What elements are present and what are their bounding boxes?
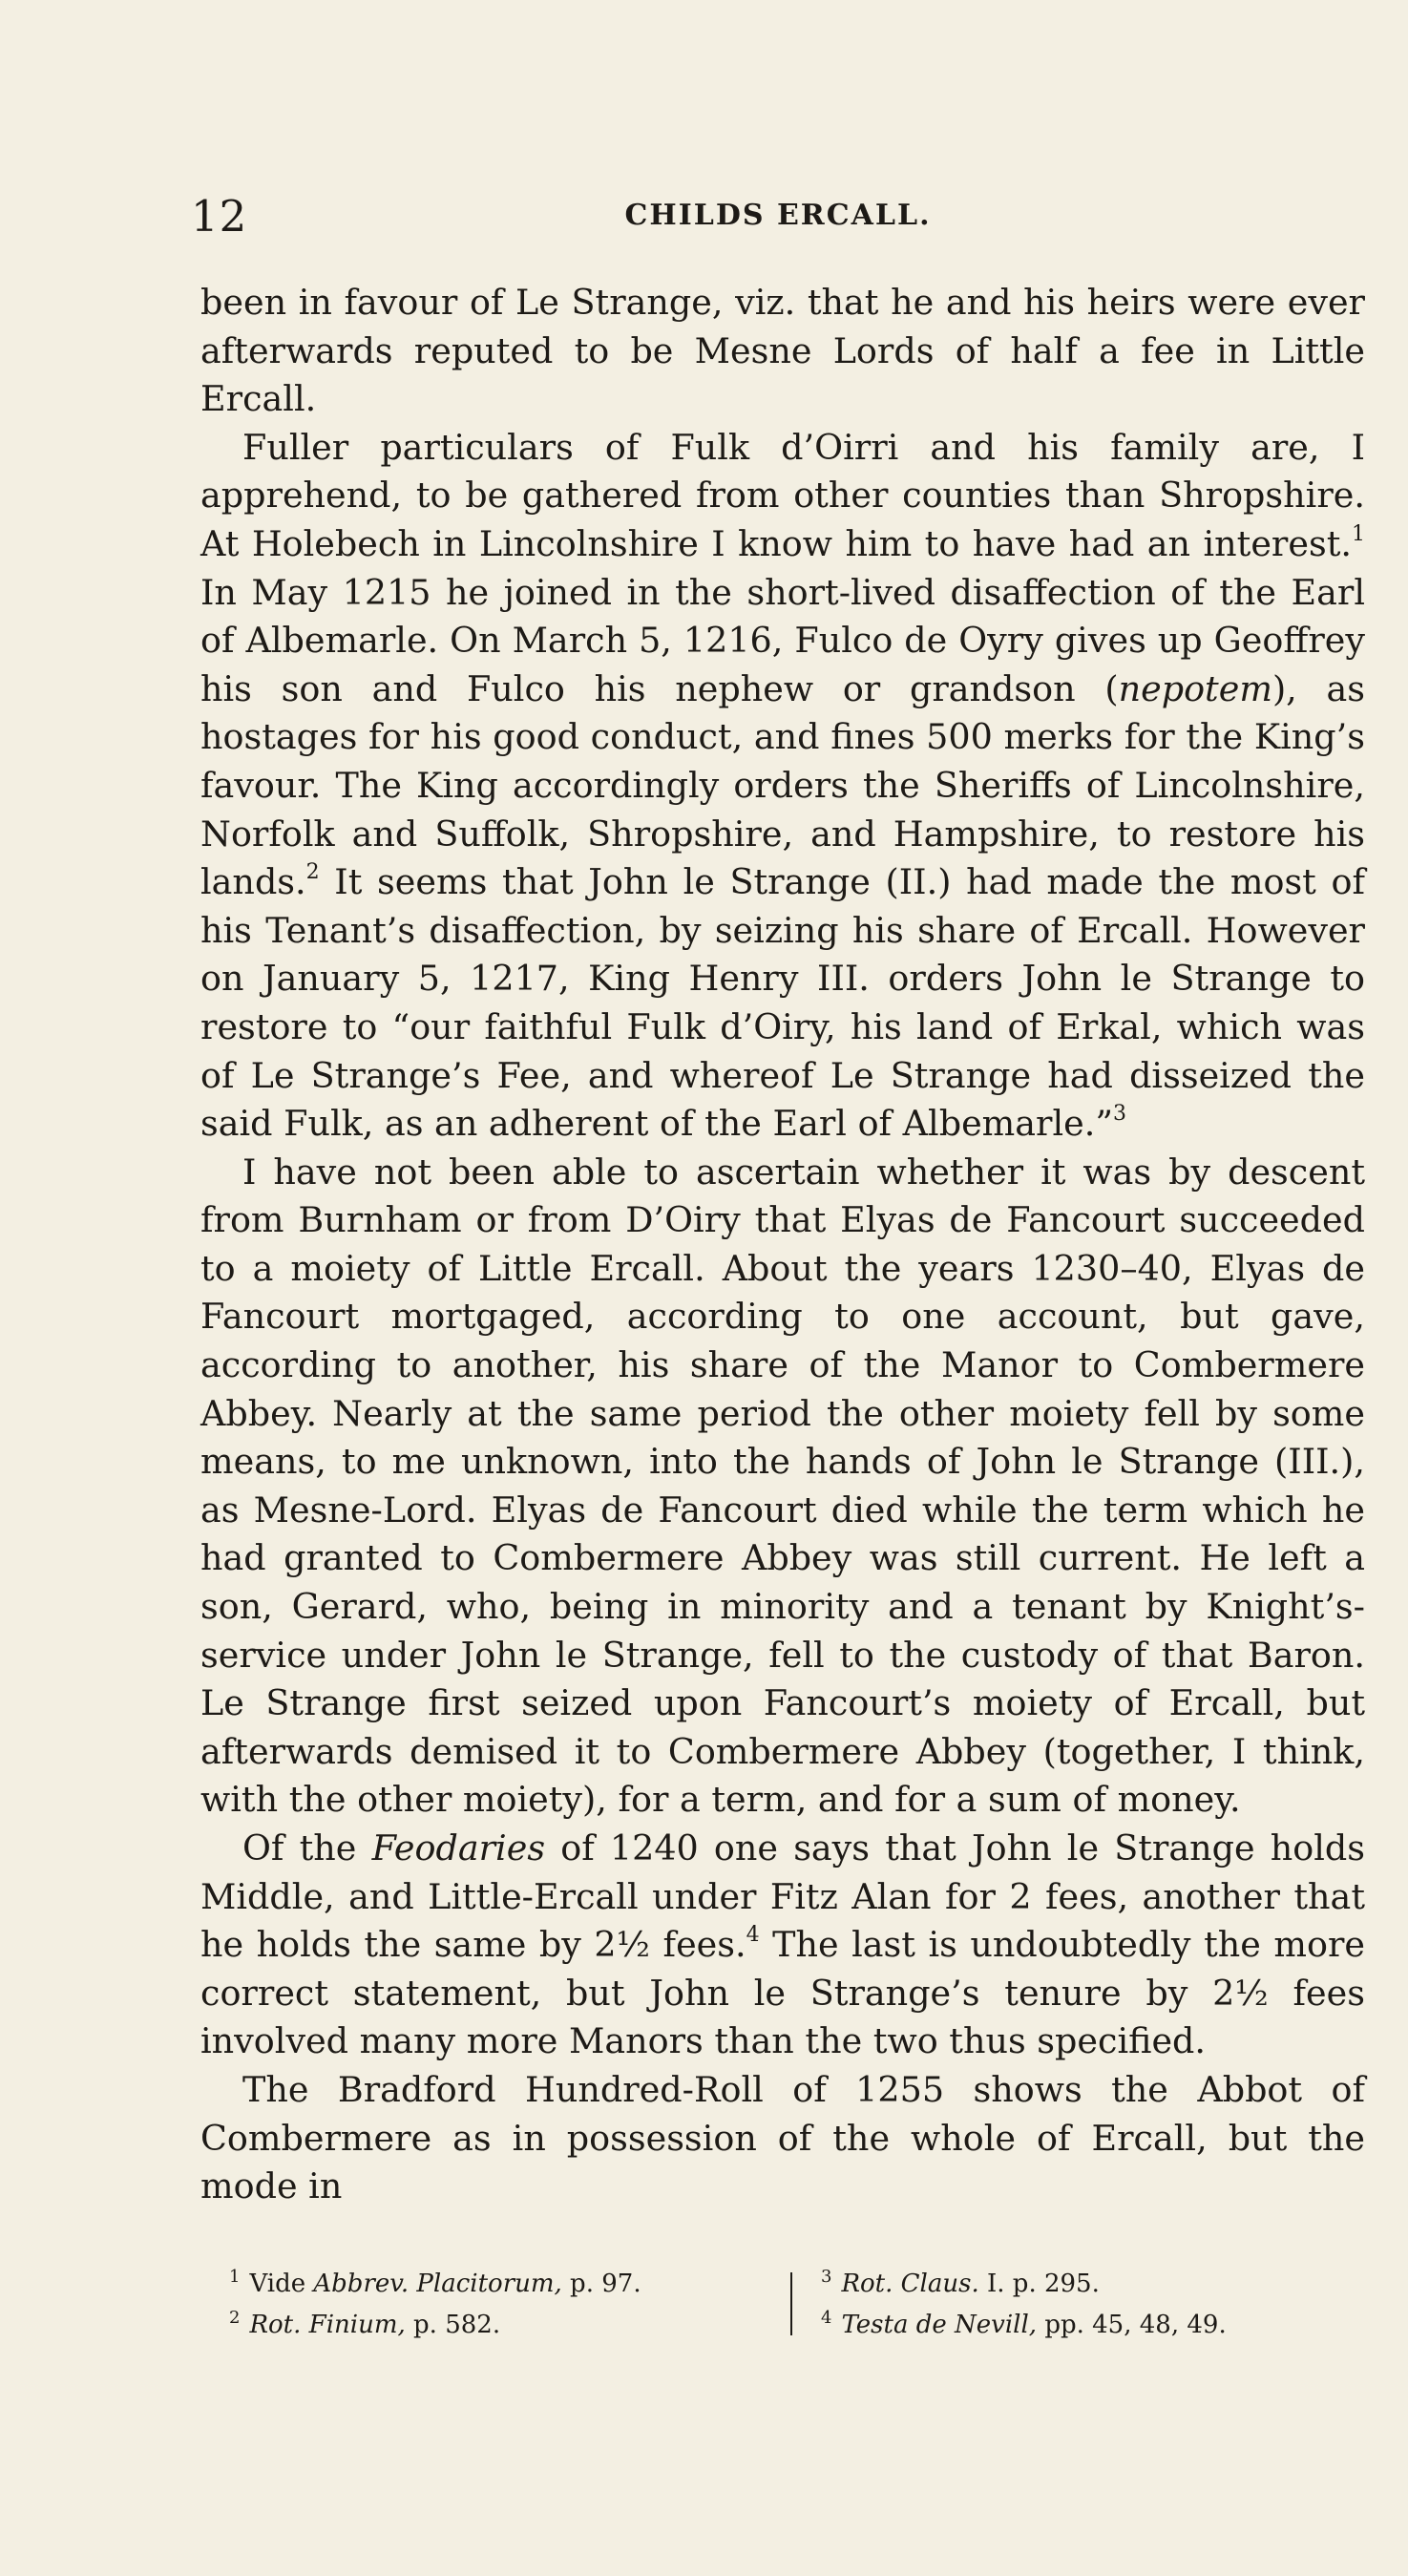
footnote-3 — [821, 2265, 1355, 2306]
paragraph-2 — [200, 424, 1365, 1149]
footnote-ref-4: 4 — [746, 1923, 760, 1948]
paragraph-4 — [200, 1825, 1365, 2066]
footnote-mark: 4 — [821, 2308, 832, 2328]
text-run: Fuller particulars of Fulk d’Oirri and his family are, I apprehend, to be gathered from other counties than Shropshire. At Holebech in Lincolnshire I know him to have had an interest. — [200, 426, 1365, 564]
footnote-ref-2: 2 — [305, 859, 320, 884]
running-title: CHILDS ERCALL. — [624, 199, 932, 232]
footnote-4 — [821, 2306, 1355, 2347]
footnote-source-title: Testa de Nevill, — [841, 2311, 1038, 2339]
footnotes-left-column — [229, 2265, 764, 2347]
footnote-mark: 3 — [821, 2267, 832, 2287]
footnote-source-title: Abbrev. Placitorum, — [313, 2270, 562, 2298]
footnote-text: I. p. 295. — [978, 2270, 1100, 2298]
footnote-text: Vide — [249, 2270, 314, 2298]
feodaries-italic: Feodaries — [371, 1827, 546, 1869]
paragraph-3: I have not been able to ascertain whether it was by descent from Burnham or from D’Oiry that Elyas de Fancourt succeeded to a moiety of Little Ercall. About the years 1230–40, Elyas de Fancourt mortgaged, according to one account, but gave, according to another, his share of the Manor to Combermere Abbey. Nearly at the same period the other moiety fell by some means, to me unknown, into the hands of John le Strange (III.), as Mesne-Lord. Elyas de Fancourt died while the term which he had granted to Combermere Abbey was still current. He left a son, Gerard, who, being in minority and a tenant by Knight’s-service under John le Strange, fell to the custody of that Baron. Le Strange first seized upon Fancourt’s moiety of Ercall, but afterwards demised it to Combermere Abbey (together, I think, with the other moiety), for a term, and for a sum of money. — [200, 1151, 1365, 1821]
page-header — [191, 191, 1365, 248]
footnotes — [229, 2265, 1317, 2341]
paragraph-1: been in favour of Le Strange, viz. that he and his heirs were ever afterwards reputed to be Mesne Lords of half a fee in Little Ercall. — [200, 282, 1365, 420]
text-run: ), as hostages for his good conduct, and fines 500 merks for the King’s favour. The King accordingly orders the Sheriffs of Lincolnshire, Norfolk and Suffolk, Shropshire, and Hampshire, to restore his lands. — [200, 667, 1366, 903]
footnote-mark: 1 — [229, 2267, 241, 2287]
page-number: 12 — [191, 191, 248, 242]
text-run: of 1240 one says that John le Strange holds Middle, and Little-Ercall under Fitz Alan for 2 fees, another that he holds the same by 2½ fees. — [200, 1827, 1366, 1966]
text-run: Of the — [242, 1827, 372, 1869]
footnote-mark: 2 — [229, 2308, 241, 2328]
footnote-text: p. 97. — [561, 2270, 641, 2298]
footnotes-right-column — [821, 2265, 1355, 2347]
body-text — [200, 279, 1365, 2211]
nepotem-italic: nepotem — [1118, 667, 1272, 709]
footnote-source-title: Rot. Claus. — [841, 2270, 979, 2298]
footnote-ref-1: 1 — [1352, 521, 1365, 546]
text-run: In May 1215 he joined in the short-lived disaffection of the Earl of Albemarle. On March 5, 1216, Fulco de Oyry gives up Geoffrey his son and Fulco his nephew or grandson ( — [200, 571, 1365, 709]
footnote-divider — [790, 2272, 792, 2335]
footnote-text: pp. 45, 48, 49. — [1037, 2311, 1227, 2339]
footnote-1 — [229, 2265, 764, 2306]
footnote-2 — [229, 2306, 764, 2347]
footnote-text: p. 582. — [405, 2311, 501, 2339]
text-run: It seems that John le Strange (II.) had made the most of his Tenant’s disaffection, by seizing his share of Ercall. However on January 5, 1217, King Henry III. orders John le Strange to restore to “our faithful Fulk d’Oiry, his land of Erkal, which was of Le Strange’s Fee, and whereof Le Strange had disseized the said Fulk, as an adherent of the Earl of Albemarle.” — [200, 861, 1365, 1145]
footnote-ref-3: 3 — [1113, 1101, 1127, 1126]
text-run: The last is undoubtedly the more correct statement, but John le Strange’s tenure by 2½ fees involved many more Manors than the two thus specified. — [200, 1924, 1365, 2062]
paragraph-5: The Bradford Hundred-Roll of 1255 shows the Abbot of Combermere as in possession of the whole of Ercall, but the mode in — [200, 2068, 1365, 2207]
footnote-source-title: Rot. Finium, — [249, 2311, 406, 2339]
